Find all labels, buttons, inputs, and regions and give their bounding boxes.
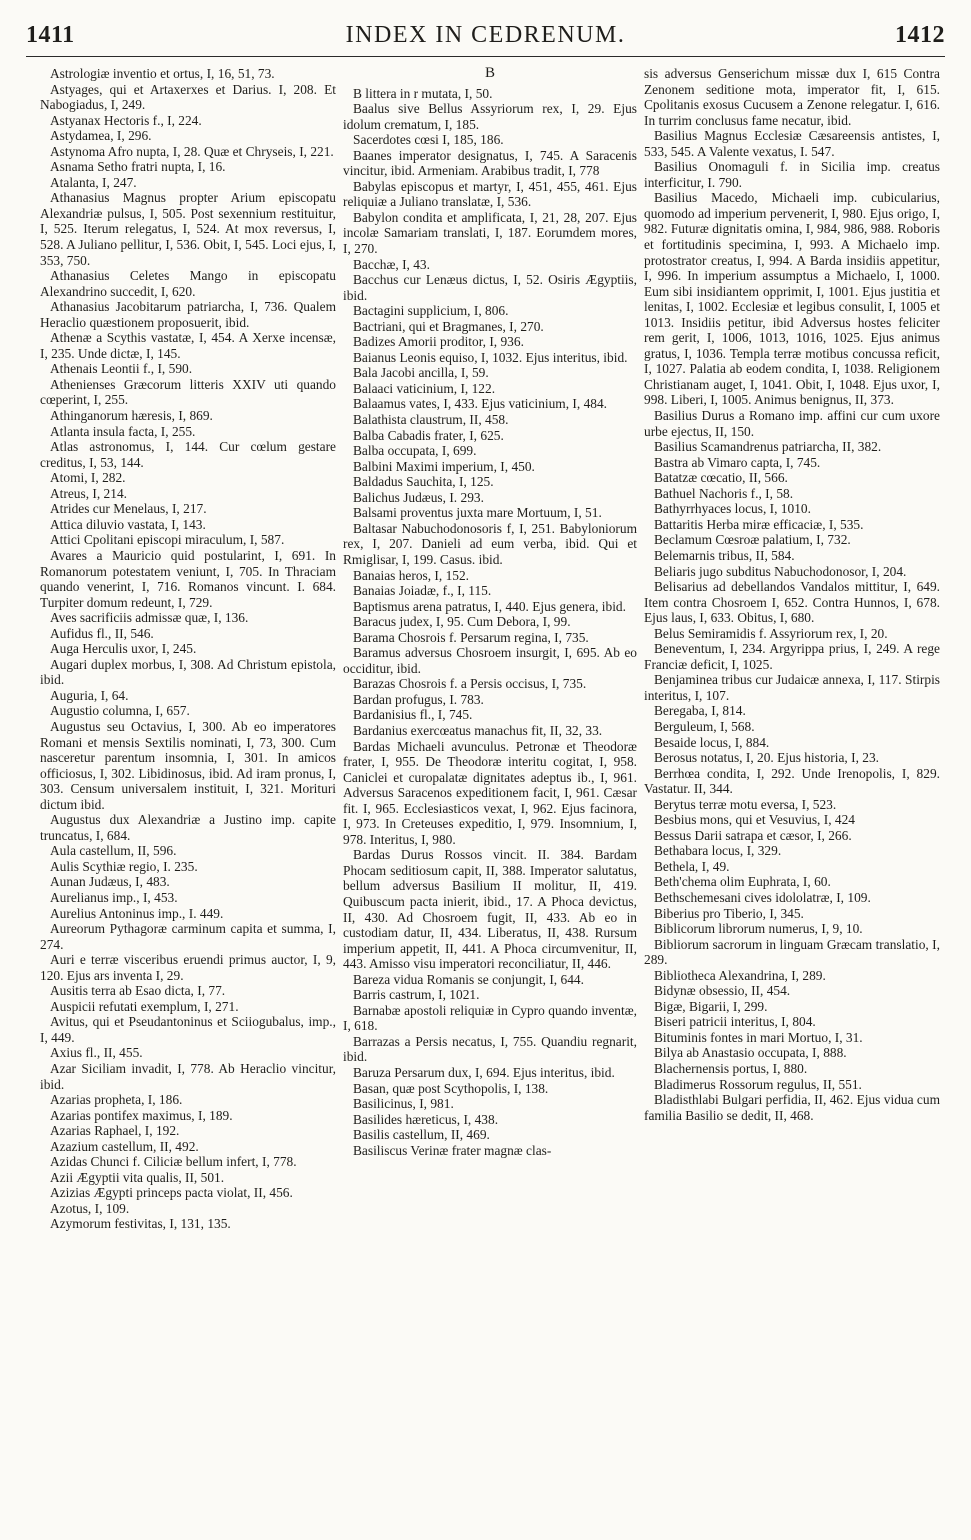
index-entry: Bidynæ obsessio, II, 454. (654, 983, 791, 999)
index-entry: Beth'chema olim Euphrata, I, 60. (654, 874, 831, 890)
index-entry: Bardas Michaeli avunculus. Petronæ et Theodoræ frater, I, 955. De Theodoræ interitu cogitat, I, 958. Caniclei et curopalatæ dignitates adeptus ib., I, 961. Adversus Saracenos expeditionem facit, I, 961. Cæsar fit. I, 965. Ecclesiasticos vexat, I, 962. Ejus facinora, I, 973. In Creteuses expeditio, I, 979. Insomnium, I, 978. Interitus, I, 980. (343, 738, 637, 847)
index-entry: Avares a Mauricio quid postularint, I, 691. In Romanorum potestatem veniunt, I, 705. In Thraciam quando venerint, I, 716. Romanos vincunt. I. 684. Turpiter domum redeunt, I, 729. (40, 547, 336, 610)
index-entry: Atrides cur Menelaus, I, 217. (50, 501, 207, 517)
index-entry: Avitus, qui et Pseudantoninus et Sciiogubalus, imp., I, 449. (40, 1014, 336, 1045)
index-entry: Beclamum Cœsroæ palatium, I, 732. (654, 532, 851, 548)
index-entry: Barris castrum, I, 1021. (353, 987, 480, 1003)
index-entry: Athenais Leontii f., I, 590. (50, 361, 193, 377)
index-entry: Baracus judex, I, 95. Cum Debora, I, 99. (353, 614, 571, 630)
index-entry: Balba occupata, I, 699. (353, 443, 477, 459)
index-entry: Berguleum, I, 568. (654, 718, 755, 734)
index-entry: Belus Semiramidis f. Assyriorum rex, I, 20. (654, 625, 888, 641)
index-entry: Baruza Persarum dux, I, 694. Ejus interitus, ibid. (353, 1065, 615, 1080)
index-entry: Bladisthlabi Bulgari perfidia, II, 462. Ejus vidua cum familia Basilio se dedit, II, 468. (644, 1092, 940, 1123)
index-entry: Bilya ab Anastasio occupata, I, 888. (654, 1045, 847, 1061)
index-entry: Bacchus cur Lenæus dictus, I, 52. Osiris Ægyptiis, ibid. (343, 272, 637, 303)
index-entry: Batatzæ cœcatio, II, 566. (654, 470, 788, 486)
index-entry: Balba Cabadis frater, I, 625. (353, 427, 504, 443)
index-entry: Aves sacrificiis admissæ quæ, I, 136. (50, 610, 249, 626)
index-entry: Basilius Onomaguli f. in Sicilia imp. creatus interficitur, I. 790. (644, 159, 940, 190)
index-entry: Attica diluvio vastata, I, 143. (50, 516, 206, 532)
index-entry: Basiliscus Verinæ frater magnæ clas- (353, 1142, 552, 1158)
index-entry: Baptismus arena patratus, I, 440. Ejus genera, ibid. (353, 598, 626, 614)
index-entry: Bardan profugus, I. 783. (353, 691, 484, 707)
index-entry: Banaias Joiadæ, f., I, 115. (353, 583, 492, 599)
index-entry: Azarias pontifex maximus, I, 189. (50, 1107, 233, 1123)
index-entry: Attici Cpolitani episcopi miraculum, I, 587. (50, 532, 285, 548)
index-entry: Bladimerus Rossorum regulus, II, 551. (654, 1076, 862, 1092)
index-entry: Baramus adversus Chosroem insurgit, I, 695. Ab eo occiditur, ibid. (343, 645, 637, 676)
index-entry: Atlanta insula facta, I, 255. (50, 423, 196, 439)
index-entry: Auguria, I, 64. (50, 687, 129, 703)
index-entry: Babylas episcopus et martyr, I, 451, 455, 461. Ejus reliquiæ a Juliano translatæ, I, 536. (343, 178, 637, 210)
running-header (26, 22, 945, 57)
index-entry: Basilius Magnus Ecclesiæ Cæsareensis antistes, I, 533, 545. A Valente vexatus, I. 547. (644, 128, 940, 159)
index-entry: Sacerdotes cœsi I, 185, 186. (353, 132, 504, 148)
index-entry: Basilius Durus a Romano imp. affini cur cum uxore urbe ejectus, II, 150. (644, 408, 940, 439)
index-entry: Astyanax Hectoris f., I, 224. (50, 112, 202, 128)
index-entry: Biseri patricii interitus, I, 804. (654, 1014, 816, 1030)
index-entry: Baianus Leonis equiso, I, 1032. Ejus interitus, ibid. (353, 349, 628, 365)
index-entry: Bardanius exercœatus manachus fit, II, 32, 33. (353, 722, 603, 738)
index-entry: Belisarius ad debellandos Vandalos mittitur, I, 649. Item contra Chosroem I, 652. Contra Hunnos, I, 678. Ejus laus, I, 633. Obitus, I, 680. (644, 579, 940, 626)
index-entry: Bathuel Nachoris f., I, 58. (654, 485, 794, 501)
index-entry: Bibliorum sacrorum in linguam Græcam translatio, I, 289. (644, 936, 940, 968)
index-entry: Basilis castellum, II, 469. (353, 1127, 490, 1143)
index-entry: Azotus, I, 109. (50, 1200, 130, 1216)
index-entry: Atreus, I, 214. (50, 485, 127, 501)
index-entry: Augustio columna, I, 657. (50, 703, 190, 719)
index-entry: Bethela, I, 49. (654, 858, 730, 874)
index-entry: Bituminis fontes in mari Mortuo, I, 31. (654, 1029, 863, 1045)
index-entry: Athinganorum hæresis, I, 869. (50, 408, 213, 424)
index-entry: Benjaminea tribus cur Judaicæ annexa, I, 117. Stirpis interitus, I, 107. (644, 672, 940, 703)
index-entry: Auri e terræ visceribus eruendi primus auctor, I, 9, 120. Ejus ars inventa I, 29. (40, 952, 336, 983)
index-entry: Basilicinus, I, 981. (353, 1096, 454, 1112)
index-entry: Blachernensis portus, I, 880. (654, 1061, 808, 1076)
index-entry: Azarias Raphael, I, 192. (50, 1123, 180, 1139)
index-entry: Aufidus fl., II, 546. (50, 625, 154, 641)
index-entry: Athenæ a Scythis vastatæ, I, 454. A Xerxe incensæ, I, 235. Unde dictæ, I, 145. (40, 330, 336, 361)
index-entry: Augustus seu Octavius, I, 300. Ab eo imperatores Romani et mensis Sextilis nominati, I, 73, 300. Cum nasceretur parentum insomnia, I, 301. In amicos officiosus, I, 302. Libidinosus, ibid. Ad iram pronus, I, 303. Censum universalem instituit, I, 321. Morituri dictum ibid. (40, 718, 336, 812)
index-entry: Aulis Scythiæ regio, I. 235. (50, 858, 198, 874)
index-entry: Azii Ægyptii vita qualis, II, 501. (50, 1169, 225, 1185)
index-columns (40, 66, 940, 1534)
index-entry: Balaaci vaticinium, I, 122. (353, 380, 496, 396)
index-entry: Balichus Judæus, I. 293. (353, 489, 484, 505)
index-entry: Athenienses Græcorum litteris XXIV uti quando cœperint, I, 255. (40, 376, 336, 408)
index-entry: Balathista claustrum, II, 458. (353, 412, 509, 428)
index-entry: Balbini Maximi imperium, I, 450. (353, 458, 535, 474)
index-entry: B littera in r mutata, I, 50. (353, 85, 493, 101)
index-entry: Azidas Chunci f. Ciliciæ bellum infert, I, 778. (50, 1154, 297, 1170)
index-entry: Baalus sive Bellus Assyriorum rex, I, 29. Ejus idolum crematum, I, 185. (343, 101, 637, 132)
index-entry: Bethschemesani cives idololatræ, I, 109. (654, 889, 871, 905)
index-entry: Bala Jacobi ancilla, I, 59. (353, 365, 489, 381)
index-entry: Bigæ, Bigarii, I, 299. (654, 998, 768, 1014)
index-entry: Basilides hæreticus, I, 438. (353, 1111, 499, 1127)
index-entry: Babylon condita et amplificata, I, 21, 28, 207. Ejus incolæ Samariam translati, I, 187. Eorumdem mores, I, 270. (343, 209, 637, 257)
index-entry: Athanasius Magnus propter Arium episcopatu Alexandriæ pulsus, I, 505. Post sexennium restituitur, I, 525. Iterum relegatus, I, 524. At mox reversus, I, 528. A Juliano pellitur, I, 536. Obit, I, 545. Loci ejus, I, 353, 750. (40, 190, 336, 268)
index-entry: Bactagini supplicium, I, 806. (353, 303, 509, 319)
index-column-right (644, 66, 940, 1534)
index-entry: Bardanisius fl., I, 745. (353, 707, 473, 723)
index-entry: Auga Herculis uxor, I, 245. (50, 641, 197, 657)
index-entry: Belemarnis tribus, II, 584. (654, 547, 795, 563)
index-entry: Azymorum festivitas, I, 131, 135. (50, 1216, 231, 1232)
section-letter: B (484, 66, 495, 81)
index-entry: Besbius mons, qui et Vesuvius, I, 424 (654, 812, 855, 828)
index-entry: Barnabæ apostoli reliquiæ in Cypro quando inventæ, I, 618. (343, 1002, 637, 1034)
index-entry-continued: sis adversus Genserichum missæ dux I, 615 Contra Zenonem seditione mota, imperator fit, I, 615. Cpolitanis exosus Cucusem a Zenone relegatur. I, 616. In turrim conclusus fame necatur, ibid. (644, 66, 940, 128)
index-entry: Bactriani, qui et Bragmanes, I, 270. (353, 318, 544, 334)
index-entry: Badizes Amorii proditor, I, 936. (353, 334, 524, 350)
index-entry: Barama Chosrois f. Persarum regina, I, 735. (353, 629, 589, 645)
index-entry: Aunan Judæus, I, 483. (50, 874, 170, 890)
index-entry: Atlas astronomus, I, 144. Cur cœlum gestare creditus, I, 53, 144. (40, 439, 336, 470)
index-entry: Beneventum, I, 234. Argyrippa prius, I, 249. A rege Franciæ deficit, I, 1025. (644, 641, 940, 672)
index-entry: Biberius pro Tiberio, I, 345. (654, 905, 804, 921)
index-entry: Beregaba, I, 814. (654, 703, 746, 719)
index-entry: Astydamea, I, 296. (50, 128, 152, 144)
index-entry: Balsami proventus juxta mare Mortuum, I, 51. (353, 505, 602, 521)
index-entry: Augari duplex morbus, I, 308. Ad Christum epistola, ibid. (40, 656, 336, 688)
index-entry: Axius fl., II, 455. (50, 1045, 143, 1061)
index-entry: Azizias Ægypti princeps pacta violat, II, 456. (50, 1185, 293, 1201)
index-entry: Athanasius Jacobitarum patriarcha, I, 736. Qualem Heraclio quæstionem proposuerit, ibid. (40, 299, 336, 330)
index-entry: Bareza vidua Romanis se conjungit, I, 644. (353, 971, 584, 987)
index-entry: Baanes imperator designatus, I, 745. A Saracenis vincitur, ibid. Armeniam. Arabibus tradit, I, 778 (343, 147, 637, 179)
index-entry: Ausitis terra ab Esao dicta, I, 77. (50, 983, 226, 999)
index-entry: Bathyrrhyaces locus, I, 1010. (654, 501, 811, 517)
index-entry: Balaamus vates, I, 433. Ejus vaticinium, I, 484. (353, 396, 608, 412)
index-entry: Atomi, I, 282. (50, 470, 126, 486)
index-entry: Azarias propheta, I, 186. (50, 1092, 183, 1108)
index-entry: Beliaris jugo subditus Nabuchodonosor, I, 204. (654, 563, 907, 579)
index-title: INDEX IN CEDRENUM. (345, 22, 626, 48)
index-entry: Atalanta, I, 247. (50, 174, 137, 190)
index-entry: Augustus dux Alexandriæ a Justino imp. capite truncatus, I, 684. (40, 812, 336, 843)
index-entry: Bibliotheca Alexandrina, I, 289. (654, 967, 826, 983)
index-column-left (40, 66, 336, 1534)
index-entry: Basilius Macedo, Michaeli imp. cubicularius, quomodo ad imperium pervenerit, I, 980. Ejus origo, I, 982. Futuræ dignitatis omina, I, 984, 986, 988. Roboris et fortitudinis specimina, I, 993. A Michaelo imp. protostrator creatus, I, 994. A Barda insidiis appetitur, I, 996. In imperium assumptus a Michaelo, I, 1000. Eum sibi insidiantem opprimit, I, 1001. Ejus justitia et lenitas, I, 1002. Ecclesiæ et legibus consulit, I, 1005 et 1013. Insidiis petitur, ibid Adversus hostes feliciter rem gerit, I, 1006, 1013, 1016, 1025. Ejus animus gratus, I, 1036. Templa terræ motibus concussa reficit, I, 1027. Palatia ab eodem condita, I, 1038. Religionem Christianam auget, I, 1041. Obit, I, 1048. Ejus uxor, I, 998. Liberi, I, 1005. Animus benignus, II, 373. (644, 190, 940, 408)
index-entry: Berrhœa condita, I, 292. Unde Irenopolis, I, 829. Vastatur. II, 344. (644, 765, 940, 797)
index-entry: Aurelianus imp., I, 453. (50, 889, 178, 905)
index-entry: Bardas Durus Rossos vincit. II. 384. Bardam Phocam seditiosum capit, II, 388. Imperator salutatus, bellum adversus Basilium II molitur, II, 419. Quibuscum pacta inierit, ibid., 17. A Phoca devictus, II, 430. Ad Chosroem fugit, II, 433. Ab eo in custodiam datur, II, 434. Liberatus, II, 438. Rursum imperium appetit, II, 441. A Phoca circumvenitur, II, 443. Amisso visu imperatori reconciliatur, II, 446. (343, 847, 637, 972)
index-entry: Azazium castellum, II, 492. (50, 1138, 199, 1154)
index-entry: Aula castellum, II, 596. (50, 843, 177, 859)
index-entry: Athanasius Celetes Mango in episcopatu Alexandrino succedit, I, 620. (40, 268, 336, 299)
index-entry: Barazas Chosrois f. a Persis occisus, I, 735. (353, 676, 587, 692)
index-entry: Bacchæ, I, 43. (353, 256, 430, 272)
index-entry: Auspicii refutati exemplum, I, 271. (50, 998, 239, 1014)
index-entry: Berytus terræ motu eversa, I, 523. (654, 796, 837, 812)
index-entry: Biblicorum librorum numerus, I, 9, 10. (654, 921, 863, 937)
index-entry: Bethabara locus, I, 329. (654, 843, 782, 859)
index-entry: Basan, quæ post Scythopolis, I, 138. (353, 1080, 549, 1096)
index-entry: Asnama Setho fratri nupta, I, 16. (50, 159, 226, 175)
index-entry: Besaide locus, I, 884. (654, 734, 770, 750)
index-entry: Bastra ab Vimaro capta, I, 745. (654, 454, 821, 470)
index-entry: Basilius Scamandrenus patriarcha, II, 382. (654, 439, 882, 455)
index-column-middle (343, 66, 637, 1534)
index-entry: Astynoma Afro nupta, I, 28. Quæ et Chryseis, I, 221. (50, 143, 334, 159)
index-entry: Astyages, qui et Artaxerxes et Darius. I, 208. Et Nabogiadus, I, 249. (40, 81, 336, 113)
index-entry: Astrologiæ inventio et ortus, I, 16, 51, 73. (50, 66, 275, 81)
index-entry: Aurelius Antoninus imp., I. 449. (50, 905, 224, 921)
page-number-right: 1412 (895, 22, 945, 48)
index-entry: Barrazas a Persis necatus, I, 755. Quandiu regnarit, ibid. (343, 1033, 637, 1065)
index-entry: Battaritis Herba miræ efficaciæ, I, 535. (654, 516, 864, 532)
index-entry: Baltasar Nabuchodonosoris f, I, 251. Babyloniorum rex, I, 207. Danieli ad eum verba, ibid. Qui et Rmiglisar, I, 199. Casus. ibid. (343, 520, 637, 567)
index-entry: Berosus notatus, I, 20. Ejus historia, I, 23. (654, 750, 880, 766)
index-entry: Baldadus Sauchita, I, 125. (353, 474, 494, 490)
index-entry: Aureorum Pythagoræ carminum capita et summa, I, 274. (40, 921, 336, 952)
index-entry: Azar Siciliam invadit, I, 778. Ab Heraclio vincitur, ibid. (40, 1061, 336, 1092)
index-entry: Bessus Darii satrapa et cæsor, I, 266. (654, 827, 852, 843)
page-number-left: 1411 (26, 22, 75, 48)
index-entry: Banaias heros, I, 152. (353, 567, 470, 583)
